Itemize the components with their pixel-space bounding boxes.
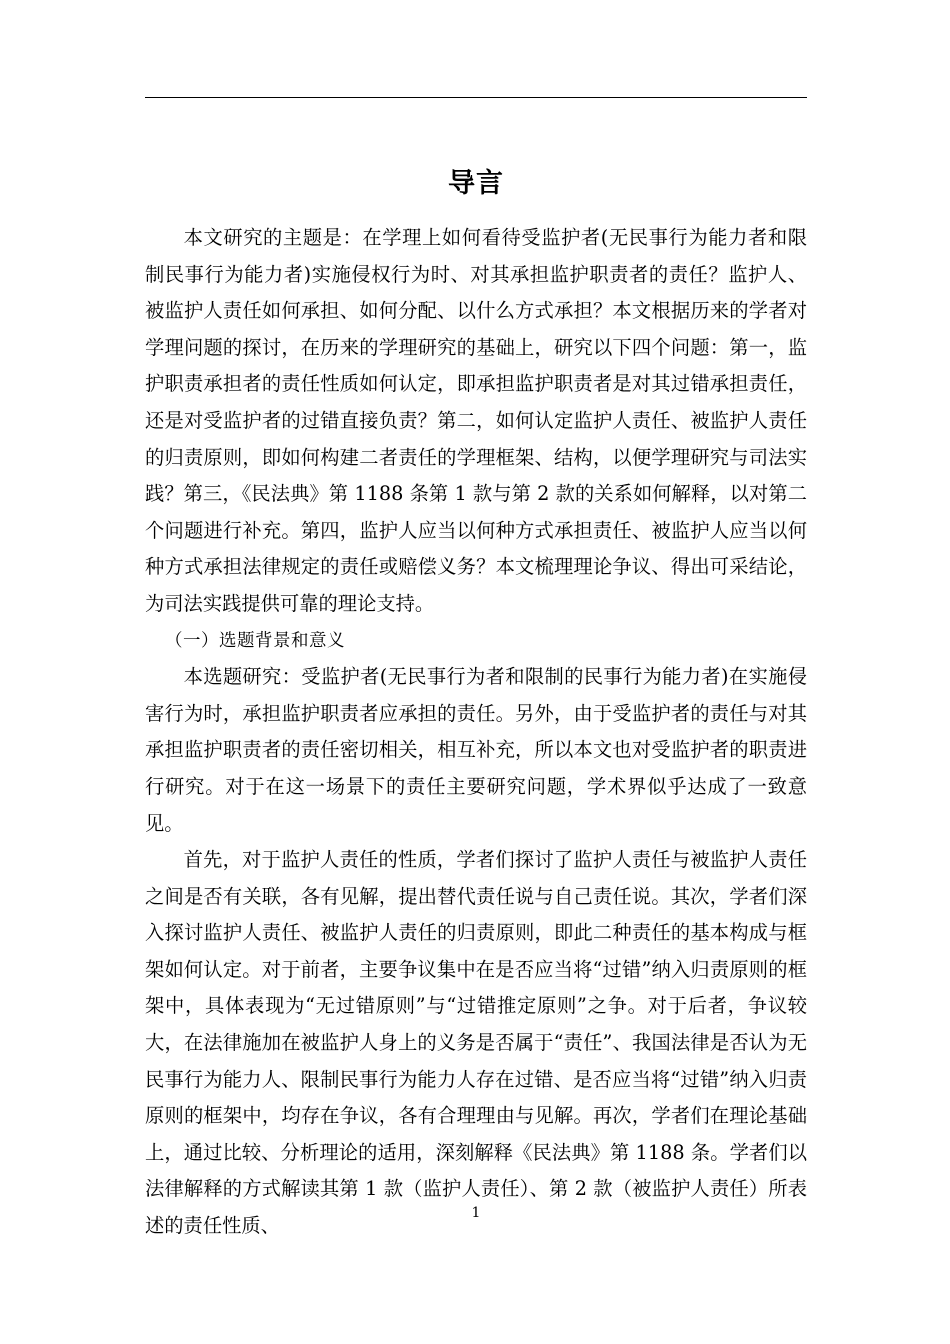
- header-rule: [145, 97, 807, 98]
- page-number: 1: [471, 1205, 481, 1221]
- section-paragraph-1: 本选题研究：受监护者(无民事行为者和限制的民事行为能力者)在实施侵害行为时，承担监护职责者应承担的责任。另外，由于受监护者的责任与对其承担监护职责者的责任密切相关，相互补充，所以本文也对受监护者的职责进行研究。对于在这一场景下的责任主要研究问题，学术界似乎达成了一致意见。: [145, 665, 807, 835]
- page-title: 导言: [448, 168, 504, 200]
- section-heading: （一）选题背景和意义: [165, 630, 345, 651]
- section-paragraph-2: 首先，对于监护人责任的性质，学者们探讨了监护人责任与被监护人责任之间是否有关联，各有见解，提出替代责任说与自己责任说。其次，学者们深入探讨监护人责任、被监护人责任的归责原则，即此二种责任的基本构成与框架如何认定。对于前者，主要争议集中在是否应当将“过错”纳入归责原则的框架中，具体表现为“无过错原则”与“过错推定原则”之争。对于后者，争议较大，在法律施加在被监护人身上的义务是否属于“责任”、我国法律是否认为无民事行为能力人、限制民事行为能力人存在过错、是否应当将“过错”纳入归责原则的框架中，均存在争议，各有合理理由与见解。再次，学者们在理论基础上，通过比较、分析理论的适用，深刻解释《民法典》第 1188 条。学者们以法律解释的方式解读其第 1 款（监护人责任）、第 2 款（被监护人责任）所表述的责任性质、: [145, 848, 807, 1238]
- intro-paragraph: 本文研究的主题是：在学理上如何看待受监护者(无民事行为能力者和限制民事行为能力者)实施侵权行为时、对其承担监护职责者的责任？监护人、被监护人责任如何承担、如何分配、以什么方式承担？本文根据历来的学者对学理问题的探讨，在历来的学理研究的基础上，研究以下四个问题：第一，监护职责承担者的责任性质如何认定，即承担监护职责者是对其过错承担责任，还是对受监护者的过错直接负责？第二，如何认定监护人责任、被监护人责任的归责原则，即如何构建二者责任的学理框架、结构，以便学理研究与司法实践？第三，《民法典》第 1188 条第 1 款与第 2 款的关系如何解释，以对第二个问题进行补充。第四，监护人应当以何种方式承担责任、被监护人应当以何种方式承担法律规定的责任或赔偿义务？本文梳理理论争议、得出可采结论，为司法实践提供可靠的理论支持。: [145, 226, 807, 615]
- body-text: [145, 220, 807, 1245]
